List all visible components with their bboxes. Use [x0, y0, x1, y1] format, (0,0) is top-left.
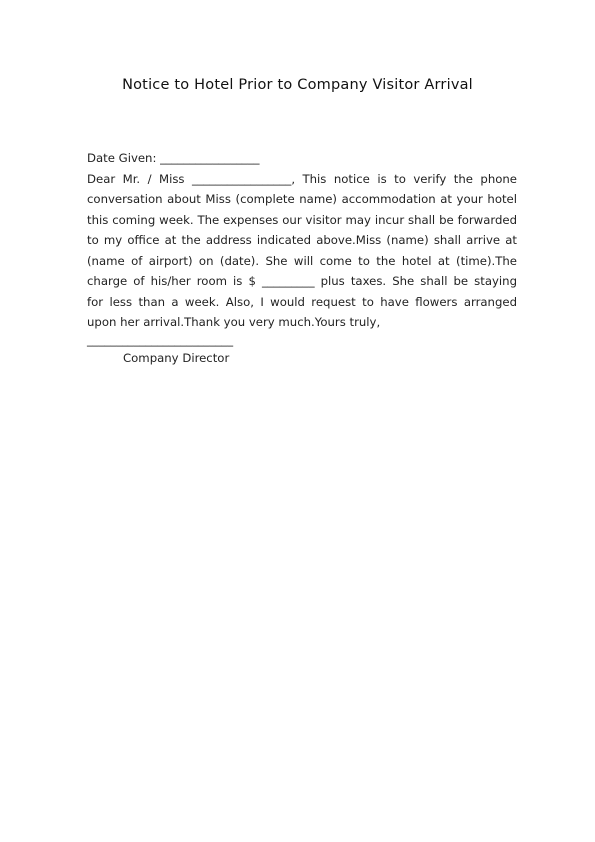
- body-line: Dear Mr. / Miss _________________, This notice is to verify the phone: [87, 171, 517, 186]
- body-line: conversation about Miss (complete name) accommodation at your hotel: [87, 192, 517, 206]
- signature-title: Company Director: [123, 351, 230, 365]
- date-given-line: Date Given: _________________: [87, 151, 260, 165]
- body-line: charge of his/her room is $ _________ plus taxes. She shall be staying: [87, 274, 517, 288]
- closing-line: upon her arrival.Thank you very much.Yours truly,: [87, 315, 381, 329]
- body-line: this coming week. The expenses our visitor may incur shall be forwarded: [87, 212, 517, 227]
- body-line: to my office at the address indicated above.Miss (name) shall arrive at: [87, 233, 517, 247]
- body-line: for less than a week. Also, I would request to have flowers arranged: [87, 294, 517, 309]
- document-title: Notice to Hotel Prior to Company Visitor Arrival: [122, 77, 473, 93]
- body-line: (name of airport) on (date). She will come to the hotel at (time).The: [87, 253, 517, 268]
- letter-body: [87, 148, 517, 333]
- signature-line: _________________________: [87, 333, 234, 347]
